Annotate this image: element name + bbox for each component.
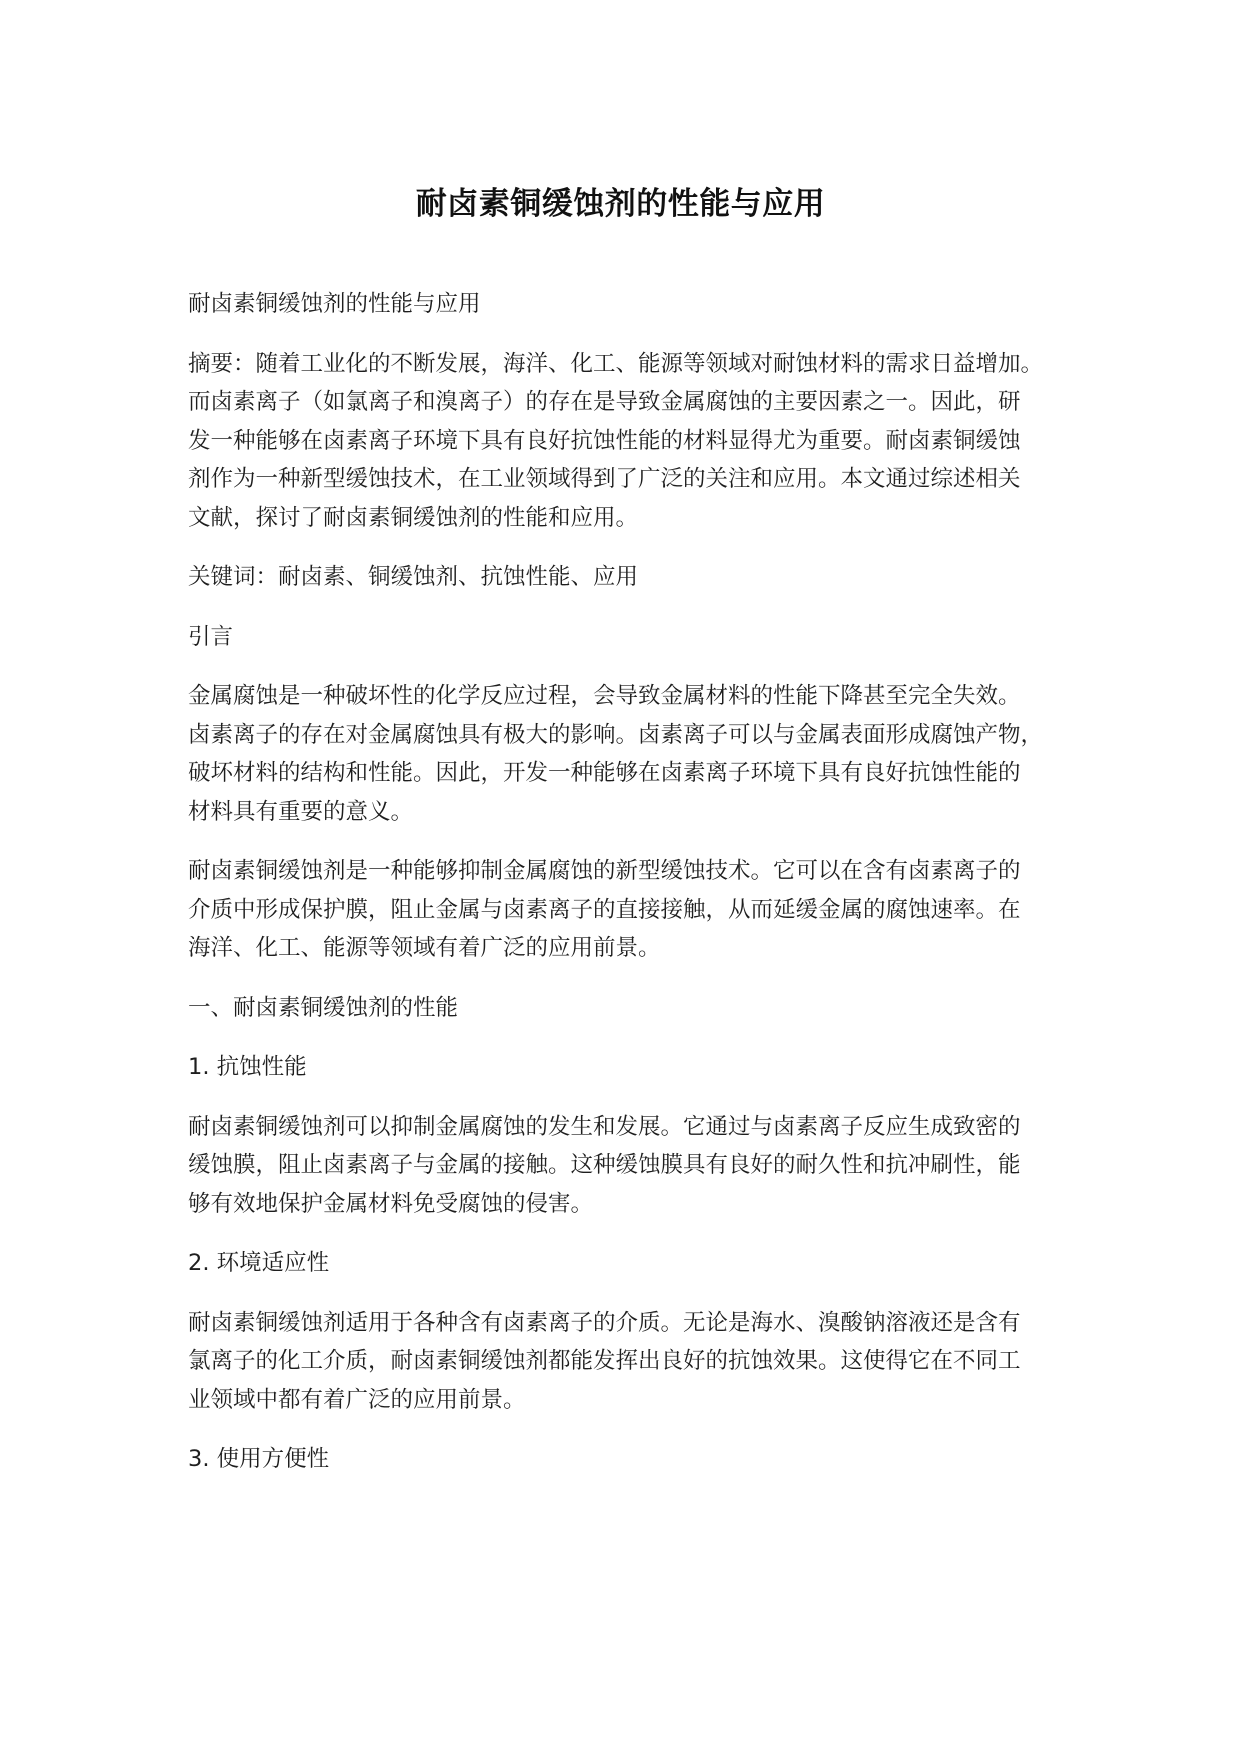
abstract-line: 摘要：随着工业化的不断发展，海洋、化工、能源等领域对耐蚀材料的需求日益增加。 <box>188 350 1044 377</box>
intro-line: 破坏材料的结构和性能。因此，开发一种能够在卤素离子环境下具有良好抗蚀性能的 <box>188 760 1021 786</box>
abstract-line: 而卤素离子（如氯离子和溴离子）的存在是导致金属腐蚀的主要因素之一。因此，研 <box>188 389 1021 415</box>
item-2-line: 业领域中都有着广泛的应用前景。 <box>188 1386 526 1413</box>
item-1-heading: 1. 抗蚀性能 <box>188 1054 307 1080</box>
item-1-line: 耐卤素铜缓蚀剂可以抑制金属腐蚀的发生和发展。它通过与卤素离子反应生成致密的 <box>188 1113 1021 1140</box>
item-1-line: 够有效地保护金属材料免受腐蚀的侵害。 <box>188 1190 594 1217</box>
abstract-line: 剂作为一种新型缓蚀技术，在工业领域得到了广泛的关注和应用。本文通过综述相关 <box>188 466 1021 492</box>
document-body <box>188 285 1088 1500</box>
document-title: 耐卤素铜缓蚀剂的性能与应用 <box>415 186 826 222</box>
item-2-line: 耐卤素铜缓蚀剂适用于各种含有卤素离子的介质。无论是海水、溴酸钠溶液还是含有 <box>188 1309 1021 1336</box>
intro-line: 卤素离子的存在对金属腐蚀具有极大的影响。卤素离子可以与金属表面形成腐蚀产物， <box>188 721 1044 748</box>
item-1-line: 缓蚀膜，阻止卤素离子与金属的接触。这种缓蚀膜具有良好的耐久性和抗冲刷性，能 <box>188 1152 1021 1178</box>
item-3-heading: 3. 使用方便性 <box>188 1446 330 1472</box>
abstract-line: 发一种能够在卤素离子环境下具有良好抗蚀性能的材料显得尤为重要。耐卤素铜缓蚀 <box>188 427 1021 454</box>
abstract-paragraph <box>188 345 1088 538</box>
item-2-paragraph <box>188 1304 1088 1420</box>
intro-paragraph-1 <box>188 677 1088 831</box>
intro-line: 耐卤素铜缓蚀剂是一种能够抑制金属腐蚀的新型缓蚀技术。它可以在含有卤素离子的 <box>188 858 1021 884</box>
intro-paragraph-2 <box>188 852 1088 968</box>
item-2-line: 氯离子的化工介质，耐卤素铜缓蚀剂都能发挥出良好的抗蚀效果。这使得它在不同工 <box>188 1348 1021 1374</box>
intro-heading: 引言 <box>188 623 234 650</box>
intro-line: 材料具有重要的意义。 <box>188 798 414 825</box>
section-1-heading: 一、耐卤素铜缓蚀剂的性能 <box>188 994 459 1021</box>
keywords-paragraph: 关键词：耐卤素、铜缓蚀剂、抗蚀性能、应用 <box>188 564 639 590</box>
item-2-heading: 2. 环境适应性 <box>188 1250 330 1276</box>
intro-line: 金属腐蚀是一种破坏性的化学反应过程，会导致金属材料的性能下降甚至完全失效。 <box>188 683 1021 709</box>
intro-line: 海洋、化工、能源等领域有着广泛的应用前景。 <box>188 935 661 961</box>
document-subtitle: 耐卤素铜缓蚀剂的性能与应用 <box>188 291 481 317</box>
item-1-paragraph <box>188 1108 1088 1224</box>
abstract-line: 文献，探讨了耐卤素铜缓蚀剂的性能和应用。 <box>188 504 639 531</box>
intro-line: 介质中形成保护膜，阻止金属与卤素离子的直接接触，从而延缓金属的腐蚀速率。在 <box>188 896 1021 923</box>
